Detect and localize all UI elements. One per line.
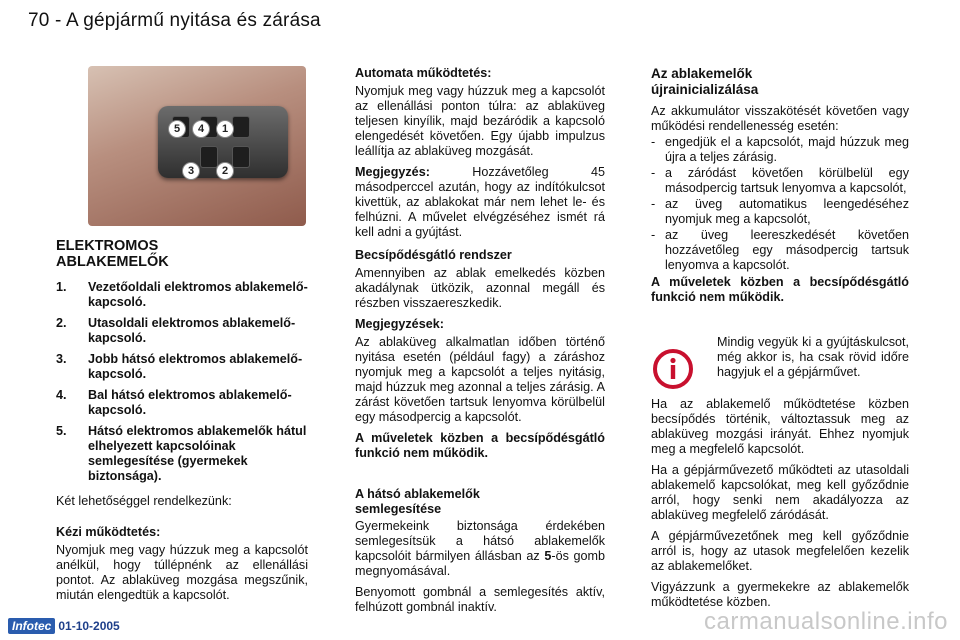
rear-text-2: Benyomott gombnál a semlegesítés aktív, felhúzott gombnál inaktív. — [355, 585, 605, 614]
window-switch-photo — [88, 66, 306, 226]
rear-heading: A hátsó ablakemelők semlegesítése — [355, 487, 480, 516]
list-item: - az üveg leereszkedését követően hozzávetőleg egy másodpercig tartsuk lenyomva a kapcsolót. — [651, 228, 909, 272]
intro-text: Két lehetőséggel rendelkezünk: — [56, 494, 232, 508]
pinch-text: Amennyiben az ablak emelkedés közben akadálynak ütközik, azonnal megáll és részben visszaereszkedik. — [355, 266, 605, 310]
info-icon — [653, 349, 693, 389]
paragraph: Ha a gépjárművezető működteti az utasoldali ablakemelő kapcsolókat, meg kell győződnie arról, hogy senki nem akadályozza az ablaküveg megfelelő záródását. — [651, 463, 909, 522]
column-right — [651, 66, 909, 616]
reinit-steps — [651, 135, 909, 273]
column-left — [56, 238, 308, 609]
infotec-logo: Infotec — [8, 618, 55, 634]
notes-heading: Megjegyzések: — [355, 317, 444, 331]
paragraph: Vigyázzunk a gyermekekre az ablakemelők működtetése közben. — [651, 580, 909, 609]
list-item: - engedjük el a kapcsolót, majd húzzuk meg újra a teljes zárásig. — [651, 135, 909, 164]
warning-text: A műveletek közben a becsípődésgátló funkció nem működik. — [355, 431, 605, 460]
list-item: 4. Bal hátsó elektromos ablakemelő-kapcsoló. — [56, 388, 292, 417]
auto-text: Nyomjuk meg vagy húzzuk meg a kapcsolót az ellenállási ponton túlra: az ablaküveg teljesen kinyílik, majd bezáródik a kapcsoló elengedését követően. Egy újabb impulzus leállítja az ablaküveg mozgását. — [355, 84, 605, 158]
watermark: carmanualsonline.info — [704, 608, 948, 635]
list-item: 1. Vezetőoldali elektromos ablakemelő-kapcsoló. — [56, 280, 308, 309]
column-middle — [355, 66, 605, 621]
footer — [8, 618, 120, 634]
switch-2 — [232, 146, 250, 168]
auto-heading: Automata működtetés: — [355, 66, 492, 80]
list-item: - az üveg automatikus leengedéséhez nyomjuk meg a kapcsolót, — [651, 197, 909, 226]
manual-text: Nyomjuk meg vagy húzzuk meg a kapcsolót anélkül, hogy túllépnénk az ellenállási pontot. Az ablaküveg mozgása megszűnik, miután elengedtük a kapcsolót. — [56, 543, 308, 602]
paragraph: A gépjárművezetőnek meg kell győződnie arról is, hogy az utasok megfelelően kezelik az ablakemelőket. — [651, 529, 909, 573]
badge-1: 1 — [216, 120, 234, 138]
reinit-warning: A műveletek közben a becsípődésgátló funkció nem működik. — [651, 275, 909, 304]
badge-4: 4 — [192, 120, 210, 138]
paragraph: Ha az ablakemelő működtetése közben becsípődés történik, változtassuk meg az ablaküveg mozgási irányát. Ehhez nyomjuk meg a megfelelő kapcsolót. — [651, 397, 909, 456]
badge-5: 5 — [168, 120, 186, 138]
reinit-heading: Az ablakemelők újrainicializálása — [651, 66, 759, 97]
section-title: ELEKTROMOS ABLAKEMELŐK — [56, 238, 169, 270]
list-item: 3. Jobb hátsó elektromos ablakemelő-kapcsoló. — [56, 352, 303, 381]
note-paragraph: Megjegyzés: Hozzávetőleg 45 másodperccel azután, hogy az indítókulcsot kivettük, az ablakokat már nem lehet le- és felhúzni. A művelet elvégzéséhez ismét rá kell adni a gyújtást. — [355, 165, 605, 239]
switch-3 — [200, 146, 218, 168]
pinch-heading: Becsípődésgátló rendszer — [355, 248, 512, 262]
footer-date: 01-10-2005 — [58, 619, 120, 633]
badge-2: 2 — [216, 162, 234, 180]
switch-1 — [232, 116, 250, 138]
list-item: - a záródást követően körülbelül egy másodpercig tartsuk lenyomva a kapcsolót, — [651, 166, 909, 195]
page-title: 70 - A gépjármű nyitása és zárása — [28, 10, 321, 31]
list-item: 5. Hátsó elektromos ablakemelők hátul elhelyezett kapcsolóinak semlegesítése (gyermekek biztonsága). — [56, 424, 307, 483]
rear-text: Gyermekeink biztonsága érdekében semlegesítsük a hátsó ablakemelők kapcsolóit bármilyen állásban az 5-ös gomb megnyomásával. — [355, 519, 606, 578]
list-item: 2. Utasoldali elektromos ablakemelő-kapcsoló. — [56, 316, 296, 345]
notes-text: Az ablaküveg alkalmatlan időben történő nyitása esetén (például fagy) a záráshoz nyomjuk meg a kapcsolót a teljes nyitásig, majd húzzuk meg azonnal a teljes zárásig. A zárást követően tartsuk lenyomva körülbelül egy másodpercig a kapcsolót. — [355, 335, 605, 424]
manual-heading: Kézi működtetés: — [56, 525, 161, 539]
switch-list — [56, 280, 308, 484]
info-box — [651, 335, 909, 389]
reinit-intro: Az akkumulátor visszakötését követően vagy működési rendellenesség esetén: — [651, 104, 909, 133]
info-text: Mindig vegyük ki a gyújtáskulcsot, még akkor is, ha csak rövid időre hagyjuk el a gépjárművet. — [717, 335, 909, 379]
badge-3: 3 — [182, 162, 200, 180]
